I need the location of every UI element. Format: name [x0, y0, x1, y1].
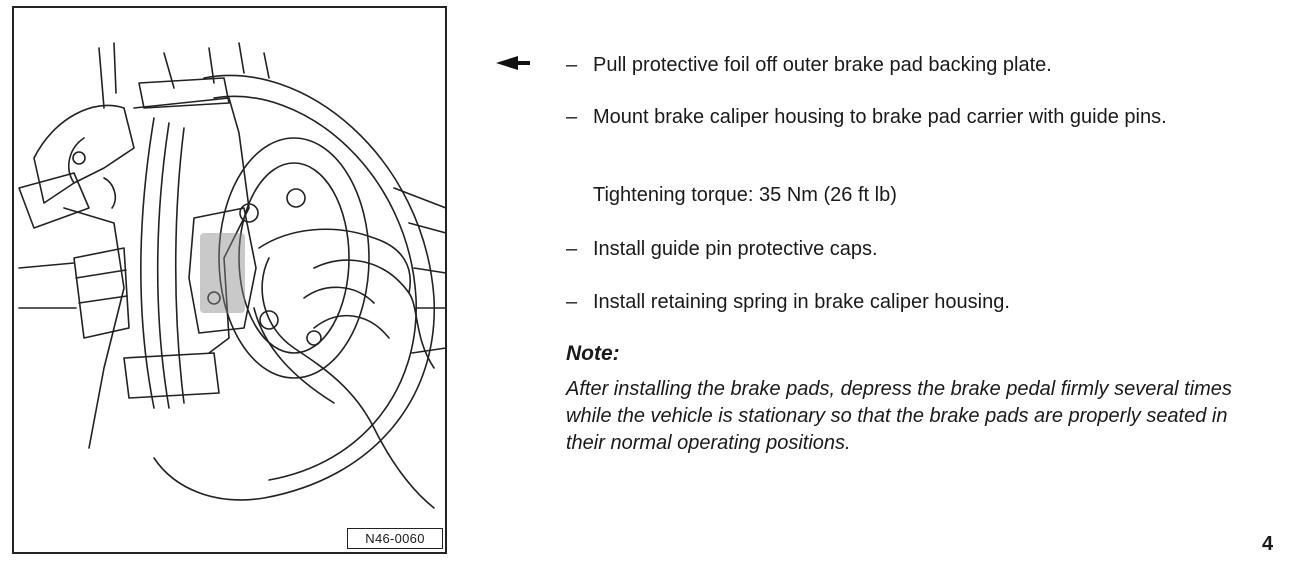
step-mount-caliper — [566, 104, 1256, 131]
note-heading: Note: — [566, 342, 620, 365]
note-body: After installing the brake pads, depress the brake pedal firmly several times while the vehicle is stationary so that the brake pads are properly seated in their normal operating positions. — [566, 378, 1232, 454]
step-text: Install guide pin protective caps. — [593, 238, 878, 260]
brake-caliper-illustration — [14, 8, 449, 556]
tightening-torque: Tightening torque: 35 Nm (26 ft lb) — [593, 184, 897, 206]
bullet-dash: – — [566, 106, 578, 128]
step-text: Mount brake caliper housing to brake pad carrier with guide pins. — [593, 106, 1167, 128]
step-text: Install retaining spring in brake caliper housing. — [593, 291, 1010, 313]
step-install-caps — [566, 236, 1266, 263]
step-install-spring — [566, 289, 1266, 316]
bullet-dash: – — [566, 54, 578, 76]
bullet-dash: – — [566, 238, 578, 260]
bullet-dash: – — [566, 291, 578, 313]
step-remove-foil — [566, 52, 1266, 79]
reference-arrow-icon — [496, 55, 530, 71]
step-text: Pull protective foil off outer brake pad backing plate. — [593, 54, 1052, 76]
page-number: 4 — [1262, 533, 1274, 555]
figure-id-label: N46-0060 — [347, 528, 443, 549]
brake-illustration-frame — [12, 6, 447, 554]
